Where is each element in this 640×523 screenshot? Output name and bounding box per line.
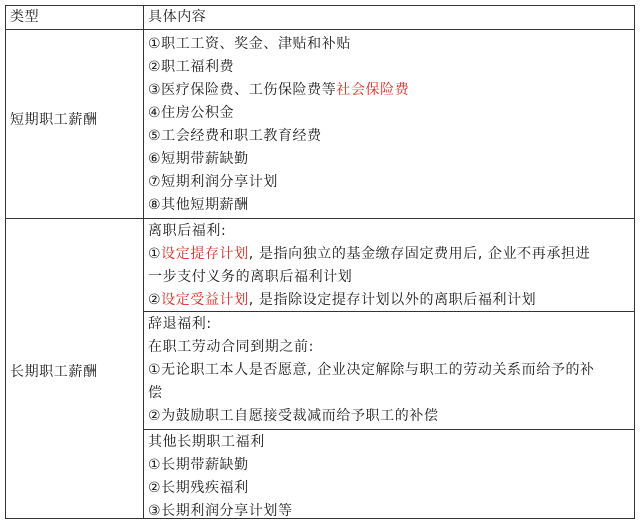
short-term-content: [144, 30, 634, 218]
list-item: ⑦短期利润分享计划: [148, 174, 278, 190]
list-item-text: ③医疗保险费、工伤保险费等: [148, 82, 337, 98]
list-item: ③长期利润分享计划等: [148, 503, 293, 519]
list-item-text: , 是指除设定提存计划以外的离职后福利计划: [248, 292, 537, 308]
post-employment-content: [144, 219, 634, 311]
list-item: ④住房公积金: [148, 105, 235, 121]
highlight-text: 设定受益计划: [161, 292, 249, 308]
list-item: [148, 245, 590, 263]
termination-content: [144, 312, 634, 429]
list-item: ②为鼓励职工自愿接受裁减而给予职工的补偿: [148, 408, 439, 424]
other-long-term-content: [144, 430, 634, 518]
list-item: ①长期带薪缺勤: [148, 457, 249, 473]
list-item: ②职工福利费: [148, 59, 235, 75]
list-marker: ②: [148, 292, 162, 308]
subsection-title: 辞退福利:: [148, 316, 212, 332]
list-item: ①无论职工本人是否愿意, 企业决定解除与职工的劳动关系而给予的补: [148, 362, 595, 378]
category-short-term: 短期职工薪酬: [10, 112, 98, 128]
list-item: [148, 291, 536, 309]
list-item: ②长期残疾福利: [148, 480, 249, 496]
list-item-text: , 是指向独立的基金缴存固定费用后, 企业不再承担进: [248, 246, 591, 262]
subsection-title: 离职后福利:: [148, 223, 227, 239]
list-item: [148, 81, 409, 99]
benefits-table: [5, 5, 635, 519]
subsection-title: 其他长期职工福利: [148, 434, 265, 450]
list-item: 在职工劳动合同到期之前:: [148, 339, 314, 355]
header-type: 类型: [10, 9, 40, 25]
list-item: ⑥短期带薪缺勤: [148, 151, 249, 167]
list-marker: ①: [148, 246, 162, 262]
category-long-term: 长期职工薪酬: [10, 364, 98, 380]
highlight-text: 设定提存计划: [161, 246, 249, 262]
list-item: ⑧其他短期薪酬: [148, 197, 249, 213]
list-item-continuation: 偿: [148, 385, 163, 401]
highlight-text: 社会保险费: [336, 82, 410, 98]
list-item-continuation: 一步支付义务的离职后福利计划: [148, 269, 353, 285]
header-content: 具体内容: [148, 9, 207, 25]
list-item: ⑤工会经费和职工教育经费: [148, 128, 322, 144]
list-item: ①职工工资、奖金、津贴和补贴: [148, 36, 351, 52]
